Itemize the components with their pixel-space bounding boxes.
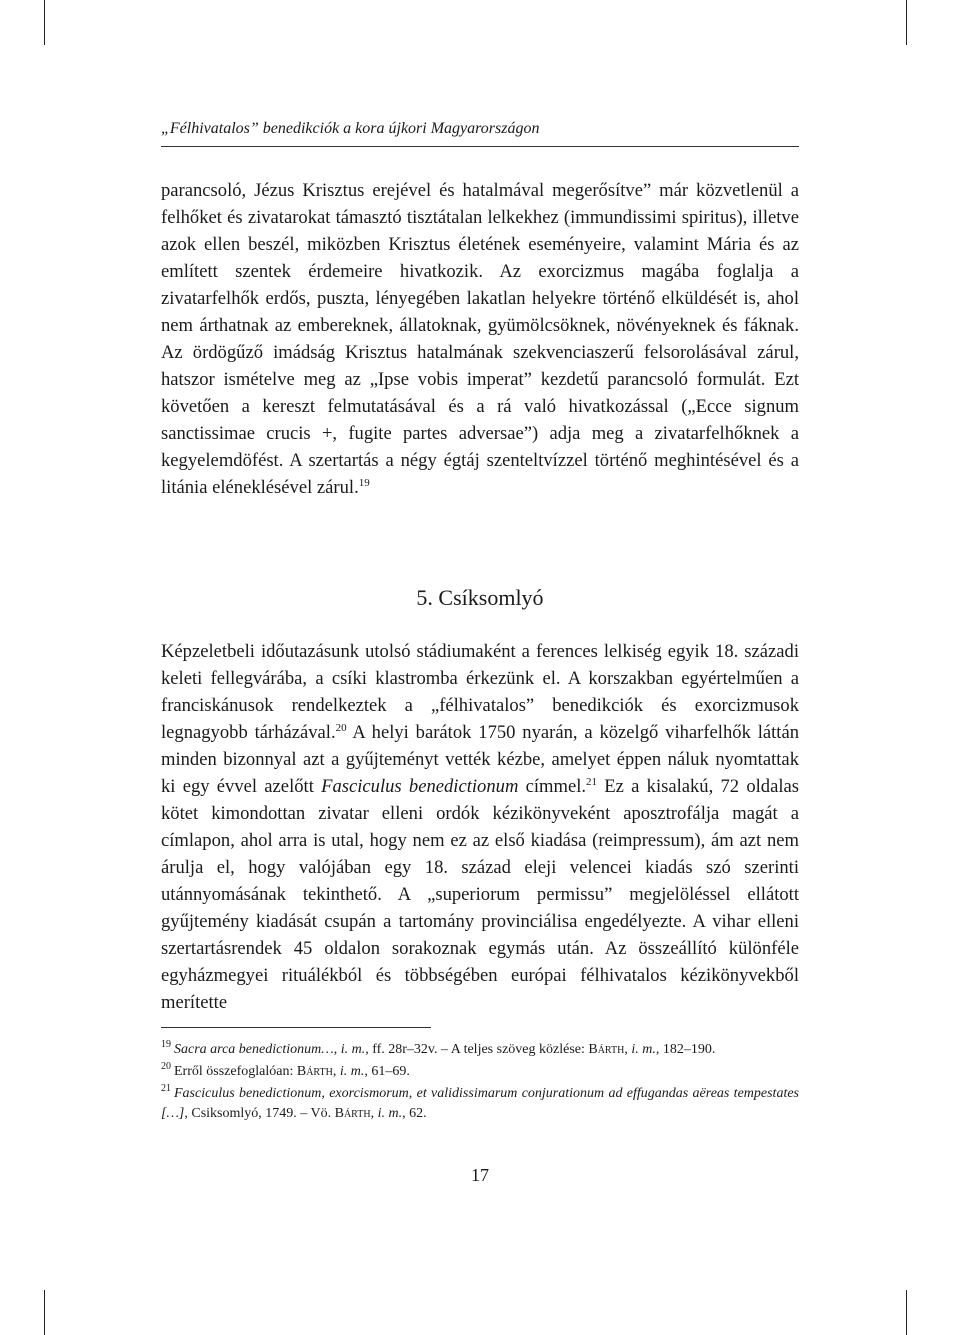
footnote-text: , bbox=[624, 1042, 632, 1057]
body-paragraph-1 bbox=[161, 177, 799, 501]
footnote-21 bbox=[161, 1084, 799, 1124]
footnote-abbrev: i. m. bbox=[340, 1042, 366, 1057]
footnote-reference-20[interactable]: 20 bbox=[335, 721, 347, 734]
section-heading: 5. Csíksomlyó bbox=[416, 585, 544, 610]
footnote-text: , bbox=[332, 1064, 340, 1079]
footnote-20 bbox=[161, 1062, 799, 1082]
crop-mark-top-left bbox=[44, 0, 45, 45]
running-header bbox=[161, 118, 799, 147]
footnote-author: Bárth bbox=[296, 1064, 333, 1079]
running-title: „Félhivatalos” benedikciók a kora újkori Magyarországon bbox=[161, 120, 540, 137]
footnote-text: , 182–190. bbox=[655, 1042, 716, 1057]
footnote-19 bbox=[161, 1040, 799, 1060]
paragraph-text-part-1: Képzeletbeli időutazásunk utolsó stádiumaként a ferences lelkiség egyik 18. századi keleti fellegvárába, a csíki klastromba érkezünk el. A korszakban egyértelműen a franciskánusok rendelkeztek a „félhivatalos” benedikciók és exorcizmusok legnagyobb tárházával. bbox=[161, 641, 799, 743]
paragraph-text-part-2: A helyi barátok 1750 nyarán, a közelgő viharfelhők láttán minden bizonnyal azt a gyűjteményt vették kézbe, amelyet éppen náluk nyomtattak ki egy évvel azelőtt bbox=[161, 722, 799, 797]
book-title: Fasciculus benedictionum bbox=[321, 776, 519, 797]
footnotes bbox=[161, 1040, 799, 1126]
footnote-abbrev: i. m. bbox=[631, 1042, 656, 1057]
page-number: 17 bbox=[471, 1165, 489, 1185]
footnote-text: , bbox=[370, 1106, 378, 1121]
footnote-abbrev: i. m. bbox=[377, 1106, 403, 1121]
footnote-number: 21 bbox=[161, 1083, 171, 1095]
footnote-title: Sacra arca benedictionum… bbox=[174, 1042, 334, 1057]
footnote-text: Erről összefoglalóan: bbox=[174, 1064, 297, 1079]
footnote-text: , 61–69. bbox=[364, 1064, 410, 1079]
footnote-text: , 62. bbox=[402, 1106, 427, 1121]
footnote-author: Bárth bbox=[334, 1106, 371, 1121]
footnote-title: Fasciculus benedictionum, exorcismorum, et validissimarum conjurationum ad effugandas aëreas tempestates […] bbox=[161, 1086, 799, 1121]
footnote-text: , bbox=[333, 1042, 341, 1057]
footnote-number: 19 bbox=[161, 1039, 171, 1051]
paragraph-text-part-4: Ez a kisalakú, 72 oldalas kötet kimondottan zivatar elleni ordók kézikönyveként aposztrofálja magát a címlapon, ahol arra is utal, hogy nem ez az első kiadása (reimpressum), ám azt nem árulja el, hogy valójában egy 18. század eleji velencei kiadás szó szerinti utánnyomásának tekinthető. A „superiorum permissu” megjelöléssel ellátott gyűjtemény kiadását csupán a tartomány provinciálisa engedélyezte. A vihar elleni szertartásrendek 45 oldalon sorakoznak egymás után. Az összeállító különféle egyházmegyei rituálékból és többségében európai félhivatalos kézikönyvekből merítette bbox=[161, 776, 800, 1013]
crop-mark-bottom-right bbox=[906, 1290, 907, 1335]
footnote-number: 20 bbox=[161, 1061, 171, 1073]
body-paragraph-2 bbox=[161, 638, 799, 1016]
footnote-separator bbox=[161, 1027, 431, 1028]
footnote-text: , ff. 28r–32v. – A teljes szöveg közlése: bbox=[365, 1042, 589, 1057]
crop-mark-top-right bbox=[906, 0, 907, 45]
footnote-reference-19[interactable]: 19 bbox=[358, 476, 370, 489]
footnote-text: , Csiksomlyó, 1749. – Vö. bbox=[184, 1106, 335, 1121]
footnote-reference-21[interactable]: 21 bbox=[586, 775, 598, 788]
footnote-author: Bárth bbox=[588, 1042, 625, 1057]
paragraph-text-part-3: címmel. bbox=[518, 776, 587, 797]
paragraph-text: parancsoló, Jézus Krisztus erejével és hatalmával megerősítve” már közvetlenül a felhőket és zivatarokat támasztó tisztátalan lelkekhez (immundissimi spiritus), illetve azok ellen beszél, miközben Krisztus életének eseményeire, valamint Mária és az említett szentek érdemeire hivatkozik. Az exorcizmus magába foglalja a zivatarfelhők erdős, puszta, lényegében lakatlan helyekre történő elküldését is, ahol nem árthatnak az embereknek, állatoknak, gyümölcsöknek, növényeknek és fáknak. Az ördögűző imádság Krisztus hatalmának szekvenciaszerű felsorolásával zárul, hatszor ismételve meg az „Ipse vobis imperat” kezdetű parancsoló formulát. Ezt követően a kereszt felmutatásával és a rá való hivatkozással („Ecce signum sanctissimae crucis +, fugite partes adversae”) adja meg a zivatarfelhőknek a kegyelemdöfést. A szertartás a négy égtáj szenteltvízzel történő meghintésével és a litánia eléneklésével zárul. bbox=[161, 180, 799, 498]
crop-mark-bottom-left bbox=[44, 1290, 45, 1335]
footnote-abbrev: i. m. bbox=[339, 1064, 365, 1079]
